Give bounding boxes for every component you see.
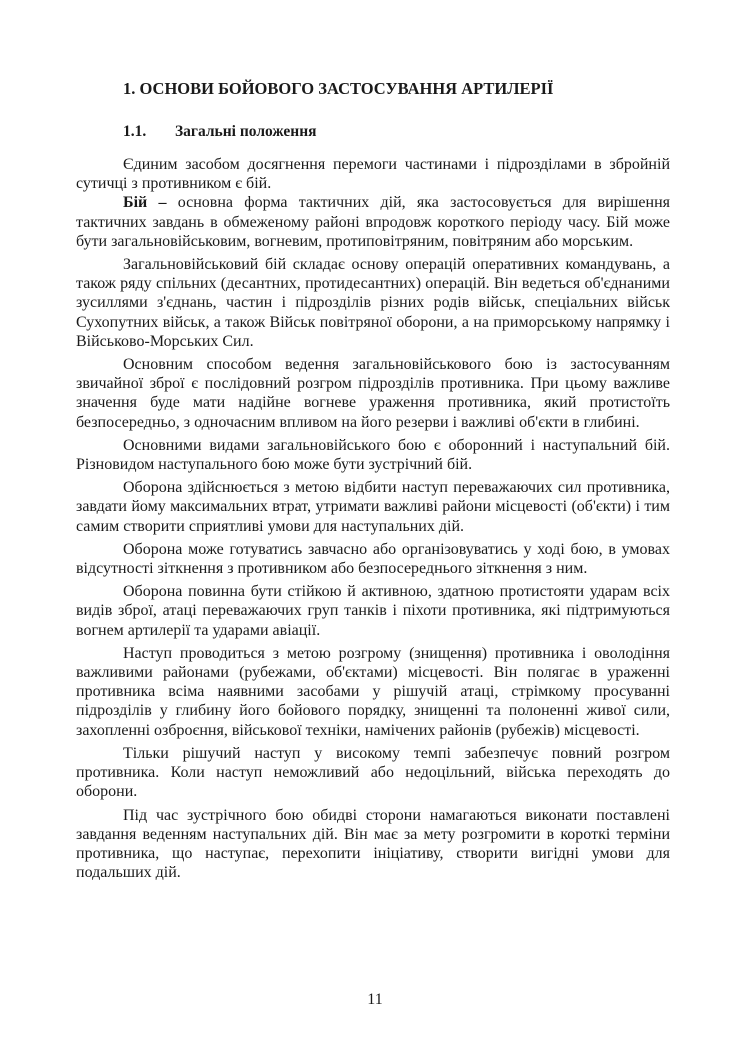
- paragraph: Наступ проводиться з метою розгрому (знищення) противника і оволодіння важливими районами (рубежами, об'єктами) місцевості. Він полягає в ураженні противника всіма наявними засобами у рішучій атаці, стрімкому просуванні підрозділів у глибину його бойового порядку, знищенні та полоненні живої сили, захопленні озброєння, військової техніки, намічених районів (рубежів) місцевості.: [76, 644, 670, 739]
- paragraph: Основними видами загальновійського бою є оборонний і наступальний бій. Різновидом наступального бою може бути зустрічний бій.: [76, 436, 670, 474]
- section-title: Загальні положення: [175, 123, 317, 140]
- paragraph: Основним способом ведення загальновійськового бою із застосуванням звичайної зброї є послідовний розгром підрозділів противника. При цьому важливе значення буде мати надійне вогневе ураження противника, який протистоїть безпосередньо, з одночасним впливом на його резерви і важливі об'єкти в глибині.: [76, 356, 670, 431]
- paragraph: Загальновійськовий бій складає основу операцій оперативних командувань, а також ряду спільних (десантних, протидесантних) операцій. Він ведеться об'єднаними зусиллями з'єднань, частин і підрозділів різних родів військ, спеціальних військ Сухопутних військ, а також Військ повітряної оборони, а на приморському напрямку і Військово-Морських Сил.: [76, 256, 670, 350]
- paragraph: Тільки рішучий наступ у високому темпі забезпечує повний розгром противника. Коли наступ неможливий або недоцільний, війська переходять до оборони.: [76, 744, 670, 801]
- defined-term: Бій –: [123, 194, 167, 212]
- paragraph: Оборона повинна бути стійкою й активною, здатною протистояти ударам всіх видів зброї, атаці переважаючих груп танків і піхоти противника, які підтримуються вогнем артилерії та ударами авіації.: [76, 583, 670, 639]
- paragraph: Оборона може готуватись завчасно або організовуватись у ході бою, в умовах відсутності зіткнення з противником або безпосереднього зіткнення з ним.: [76, 540, 670, 578]
- chapter-title: 1. ОСНОВИ БОЙОВОГО ЗАСТОСУВАННЯ АРТИЛЕРІЇ: [123, 79, 554, 98]
- section-number: 1.1.: [123, 123, 147, 140]
- paragraph: Оборона здійснюється з метою відбити наступ переважаючих сил противника, завдати йому максимальних втрат, утримати важливі райони місцевості (об'єкти) і тим самим створити сприятливі умови для наступальних дій.: [76, 479, 670, 535]
- paragraph: Під час зустрічного бою обидві сторони намагаються виконати поставлені завдання веденням наступальних дій. Він має за мету розгромити в короткі терміни противника, що наступає, перехопити ініціативу, створити вигідні умови для подальших дій.: [76, 806, 670, 882]
- page-number: 11: [367, 991, 383, 1008]
- section-heading: [123, 122, 317, 141]
- paragraph: Єдиним засобом досягнення перемоги частинами і підрозділами в збройній сутичці з противником є бій.: [76, 156, 670, 193]
- body-text: [76, 155, 670, 882]
- paragraph: Бій – основна форма тактичних дій, яка застосовується для вирішення тактичних завдань в обмеженому районі впродовж короткого періоду часу. Бій може бути загальновійськовим, вогневим, протиповітряним, повітряним або морським.: [76, 194, 670, 250]
